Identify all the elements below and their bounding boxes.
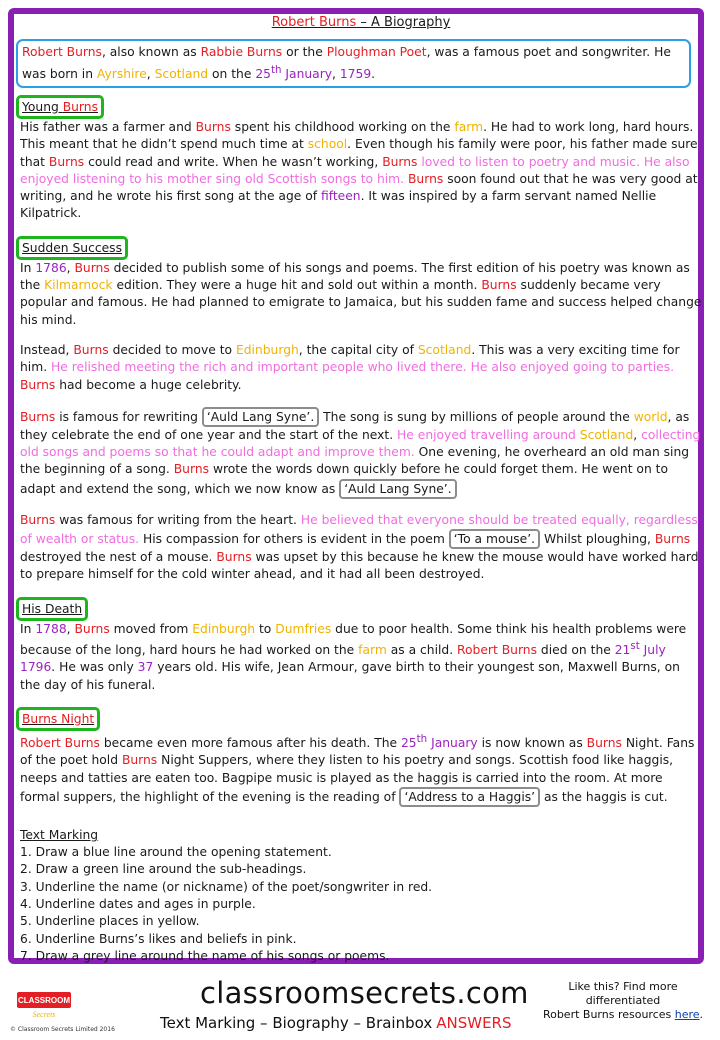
list-item: 4. Underline dates and ages in purple. bbox=[20, 897, 256, 912]
section-burns-night: Burns Night Robert Burns became even more famous after his death. The 25th January is now known as Burns Night. Fans of the poet hold Burns Night Suppers, where they listen to his poetry and songs. Scottish food like haggis, neeps and tatties are eaten too. Bagpipe music is played as the haggis is carried into the room. At more formal suppers, the highlight of the evening is the reading of ‘Address to a Haggis’ as the haggis is cut. bbox=[20, 707, 702, 807]
section-his-death: His Death In 1788, Burns moved from Edinburgh to Dumfries due to poor health. Some think his health problems were because of the long, hard hours he had worked on the farm as a child. Robert Burns died on the 21st July 1796. He was only 37 years old. His wife, Jean Armour, gave birth to their youngest son, Maxwell Burns, on the day of his funeral. bbox=[20, 597, 702, 694]
svg-text:Secrets: Secrets bbox=[32, 1010, 56, 1019]
subheading-burns-night: Burns Night bbox=[16, 707, 100, 731]
worksheet-content bbox=[20, 14, 702, 965]
footer-promo: Like this? Find more differentiated Robert Burns resources here. bbox=[542, 980, 704, 1021]
poem-address-to-a-haggis: ‘Address to a Haggis’ bbox=[399, 787, 540, 807]
title-name: Robert Burns bbox=[271, 15, 357, 30]
list-item: 1. Draw a blue line around the opening statement. bbox=[20, 845, 332, 860]
paragraph-auld-lang-syne: Burns is famous for rewriting ‘Auld Lang Syne’. The song is sung by millions of people around the world, as they celebrate the end of one year and the start of the next. He enjoyed travelling around Scotland, collecting old songs and poems so that he could adapt and improve them. One evening, he overheard an old man sing the beginning of a song. Burns wrote the words down quickly before he could forget them. He went on to adapt and extend the song, which we now know as ‘Auld Lang Syne’. bbox=[20, 407, 702, 499]
section-young-burns: Young Burns His father was a farmer and Burns spent his childhood working on the farm. He had to work long, hard hours. This meant that he didn’t spend much time at school. Even though his family were poor, his father made sure that Burns could read and write. When he wasn’t working, Burns loved to listen to poetry and music. He also enjoyed listening to his mother sing old Scottish songs to him. Burns soon found out that he was very good at writing, and he wrote his first song at the age of fifteen. It was inspired by a farm servant named Nellie Kilpatrick. bbox=[20, 95, 702, 223]
title-rest: – A Biography bbox=[356, 15, 451, 30]
list-item: 3. Underline the name (or nickname) of the poet/songwriter in red. bbox=[20, 879, 433, 894]
list-item: 5. Underline places in yellow. bbox=[20, 914, 200, 929]
paragraph-to-a-mouse: Burns was famous for writing from the heart. He believed that everyone should be treated equally, regardless of wealth or status. His compassion for others is evident in the poem ‘To a mouse’. Whilst ploughing, Burns destroyed the nest of a mouse. Burns was upset by this because he knew the mouse would have worked hard to prepare himself for the cold winter ahead, and it had all been destroyed. bbox=[20, 512, 699, 582]
song-auld-lang-syne: ‘Auld Lang Syne’. bbox=[202, 407, 319, 427]
opening-statement: Robert Burns, also known as Rabbie Burns or the Ploughman Poet, was a famous poet and songwriter. He was born in Ayrshire, Scotland on the 25th January, 1759. bbox=[16, 39, 691, 88]
resources-link[interactable]: here bbox=[674, 1008, 700, 1021]
subheading-young-burns: Young Burns bbox=[16, 95, 104, 119]
classroom-secrets-logo bbox=[16, 990, 72, 1020]
copyright: © Classroom Secrets Limited 2016 bbox=[10, 1026, 115, 1033]
page-title bbox=[20, 14, 702, 31]
subheading-sudden-success: Sudden Success bbox=[16, 236, 128, 260]
site-name[interactable]: classroomsecrets.com bbox=[200, 976, 529, 1010]
poem-to-a-mouse: ‘To a mouse’. bbox=[449, 529, 540, 549]
list-item: 7. Draw a grey line around the name of his songs or poems. bbox=[20, 948, 390, 963]
text-marking-list bbox=[20, 844, 702, 965]
subheading-his-death: His Death bbox=[16, 597, 88, 621]
svg-text:CLASSROOM: CLASSROOM bbox=[18, 996, 70, 1005]
list-item: 6. Underline Burns’s likes and beliefs in pink. bbox=[20, 931, 297, 946]
song-auld-lang-syne-2: ‘Auld Lang Syne’. bbox=[339, 479, 456, 499]
list-item: 2. Draw a green line around the sub-headings. bbox=[20, 862, 307, 877]
section-sudden-success: Sudden Success In 1786, Burns decided to publish some of his songs and poems. The first edition of his poetry was known as the Kilmarnock edition. They were a huge hit and sold out within a month. Burns suddenly became very popular and famous. He had planned to emigrate to Jamaica, but his sudden fame and success helped change his mind. bbox=[20, 236, 702, 329]
paragraph-edinburgh: Instead, Burns decided to move to Edinburgh, the capital city of Scotland. This was a very exciting time for him. He relished meeting the rich and important people who lived there. He also enjoyed going to parties. Burns had become a huge celebrity. bbox=[20, 342, 680, 392]
answers-label: ANSWERS bbox=[436, 1014, 512, 1032]
text-marking-title: Text Marking bbox=[20, 827, 99, 842]
footer-subtitle: Text Marking – Biography – Brainbox ANSWERS bbox=[160, 1014, 512, 1032]
